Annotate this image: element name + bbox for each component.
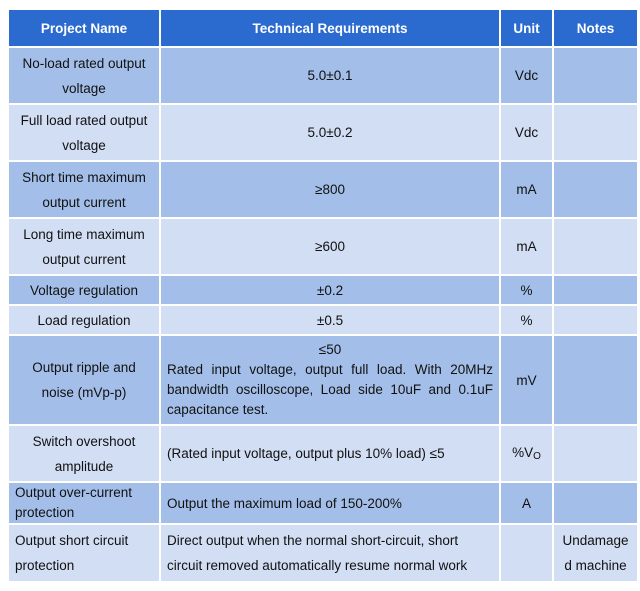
cell-unit bbox=[500, 524, 553, 582]
cell-text: amplitude bbox=[54, 458, 114, 474]
cell-notes bbox=[553, 305, 638, 335]
cell-text: noise (mVp-p) bbox=[41, 385, 127, 400]
cell-requirement bbox=[160, 524, 500, 582]
cell-text: d machine bbox=[564, 558, 627, 573]
cell-text: voltage bbox=[62, 80, 106, 96]
cell-requirement: ±0.2 bbox=[160, 275, 500, 305]
cell-text: Switch overshoot bbox=[32, 433, 136, 449]
table-row bbox=[8, 425, 638, 482]
cell-text: Rated input voltage, output full load. With 20MHz bandwidth oscilloscope, Load side 10uF and 0.1uF capacitance test. bbox=[167, 362, 493, 417]
header-notes: Notes bbox=[553, 9, 638, 47]
cell-notes bbox=[553, 425, 638, 482]
cell-project-name bbox=[8, 104, 160, 161]
unit-main: %V bbox=[512, 445, 534, 460]
cell-project-name bbox=[8, 524, 160, 582]
cell-text: Output ripple and bbox=[32, 360, 136, 375]
cell-project-name bbox=[8, 482, 160, 524]
cell-notes bbox=[553, 275, 638, 305]
cell-unit: mA bbox=[500, 218, 553, 275]
header-project-name: Project Name bbox=[8, 9, 160, 47]
cell-requirement: 5.0±0.2 bbox=[160, 104, 500, 161]
table-row bbox=[8, 335, 638, 425]
cell-project-name: Load regulation bbox=[8, 305, 160, 335]
unit-subscript: O bbox=[533, 451, 541, 462]
cell-notes bbox=[553, 335, 638, 425]
cell-notes bbox=[553, 104, 638, 161]
header-unit: Unit bbox=[500, 9, 553, 47]
cell-project-name: Voltage regulation bbox=[8, 275, 160, 305]
cell-unit: Vdc bbox=[500, 47, 553, 104]
cell-text: No-load rated output bbox=[22, 55, 146, 71]
cell-text: Full load rated output bbox=[20, 112, 148, 128]
cell-notes bbox=[553, 524, 638, 582]
cell-text: voltage bbox=[62, 137, 106, 153]
cell-project-name bbox=[8, 161, 160, 218]
table-row bbox=[8, 524, 638, 582]
table-row bbox=[8, 104, 638, 161]
cell-project-name bbox=[8, 335, 160, 425]
header-technical-requirements: Technical Requirements bbox=[160, 9, 500, 47]
cell-text: Output short circuit bbox=[15, 533, 129, 548]
cell-requirement: ≥800 bbox=[160, 161, 500, 218]
table-row bbox=[8, 161, 638, 218]
cell-project-name bbox=[8, 218, 160, 275]
cell-requirement: ±0.5 bbox=[160, 305, 500, 335]
cell-unit: % bbox=[500, 305, 553, 335]
cell-unit: Vdc bbox=[500, 104, 553, 161]
cell-notes bbox=[553, 161, 638, 218]
cell-text: Undamage bbox=[562, 533, 629, 548]
cell-text: protection bbox=[15, 558, 75, 573]
cell-project-name bbox=[8, 425, 160, 482]
cell-unit bbox=[500, 425, 553, 482]
cell-text: circuit removed automatically resume normal work bbox=[167, 558, 468, 573]
cell-requirement: Output the maximum load of 150-200% bbox=[160, 482, 500, 524]
cell-notes bbox=[553, 482, 638, 524]
cell-unit: mA bbox=[500, 161, 553, 218]
cell-unit: A bbox=[500, 482, 553, 524]
cell-text: protection bbox=[15, 505, 75, 520]
table-row bbox=[8, 482, 638, 524]
cell-text: Output over-current bbox=[15, 485, 133, 500]
cell-requirement bbox=[160, 335, 500, 425]
cell-unit: % bbox=[500, 275, 553, 305]
cell-project-name bbox=[8, 47, 160, 104]
cell-requirement: (Rated input voltage, output plus 10% load) ≤5 bbox=[160, 425, 500, 482]
cell-requirement: ≥600 bbox=[160, 218, 500, 275]
cell-notes bbox=[553, 47, 638, 104]
table-row bbox=[8, 275, 638, 305]
cell-text: Direct output when the normal short-circuit, short bbox=[167, 533, 459, 548]
spec-table bbox=[7, 8, 639, 583]
table-row bbox=[8, 305, 638, 335]
table-row bbox=[8, 47, 638, 104]
header-row bbox=[8, 9, 638, 47]
cell-unit: mV bbox=[500, 335, 553, 425]
cell-text: ≤50 bbox=[318, 342, 342, 357]
cell-text: output current bbox=[42, 251, 126, 267]
cell-text: Long time maximum bbox=[23, 226, 145, 242]
cell-requirement: 5.0±0.1 bbox=[160, 47, 500, 104]
table-row bbox=[8, 218, 638, 275]
cell-text: output current bbox=[42, 194, 126, 210]
cell-text: Short time maximum bbox=[22, 169, 146, 185]
cell-notes bbox=[553, 218, 638, 275]
